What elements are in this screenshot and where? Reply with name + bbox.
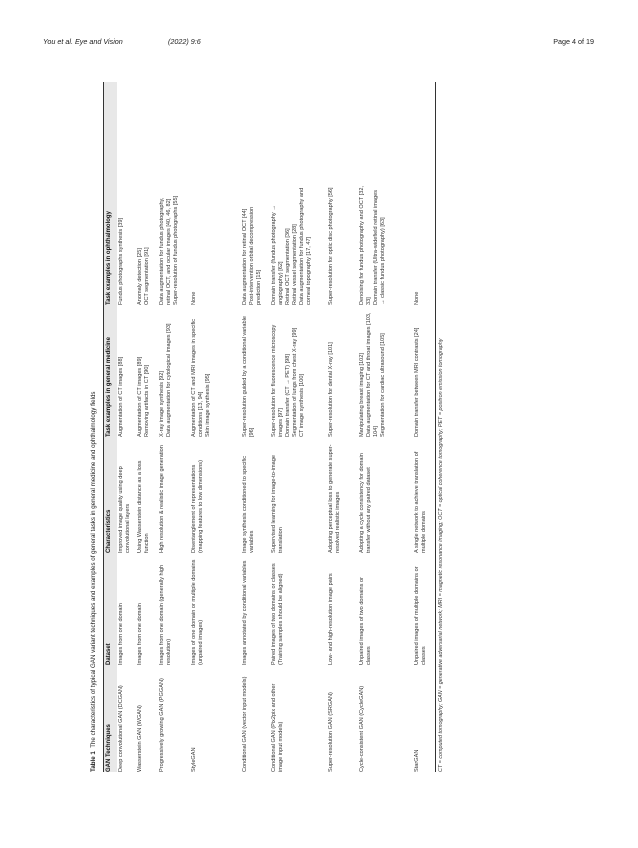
cell-line: Domain transfer (CT → PET) [98] — [285, 354, 291, 437]
table-cell-technique — [328, 668, 335, 772]
cell-line: Data augmentation for fundus photography, retinal OCT, and ocular images [40, 46, 82] — [159, 197, 172, 305]
cell-line: Retinal OCT segmentation [36] — [285, 228, 291, 305]
cell-line: Super-resolution for fluorescence microscopy images [97] — [271, 324, 284, 437]
table-cell-ophthalmology — [359, 185, 387, 305]
cell-line: High resolution & realistic image generation — [159, 445, 165, 553]
table-cell-dataset — [271, 557, 285, 665]
table-cell-characteristics — [242, 441, 256, 553]
cell-line: Fundus photographs synthesis [39] — [118, 217, 124, 305]
cell-line: Super-resolution guided by a conditional variable [96] — [242, 316, 255, 437]
table-cell-dataset — [328, 557, 335, 665]
table-cell-characteristics — [191, 441, 205, 553]
cell-line: Images from one domain (generally high resolution) — [159, 564, 172, 665]
cell-line: Adopting a cycle consistency for domain transfer without any paired dataset — [359, 453, 372, 553]
cell-line: Super-resolution for optic disc photography [56] — [328, 187, 334, 305]
cell-line: Images of one domain or multiple domains (unpaired images) — [191, 559, 204, 665]
cell-line: Domain transfer (fundus photography → angiography) [62] — [271, 205, 284, 305]
cell-line: Denoising for fundus photography and OCT [32, 33] — [359, 186, 372, 305]
table-cell-general — [191, 309, 212, 437]
cell-line: Domain transfer between MRI contrasts [24] — [414, 327, 420, 437]
table-cell-ophthalmology — [242, 185, 263, 305]
table-cell-dataset — [118, 557, 125, 665]
cell-line: Wasserstein GAN (WGAN) — [137, 705, 143, 772]
cell-line: OCT segmentation [91] — [144, 247, 150, 305]
cell-line: StarGAN — [414, 749, 420, 772]
cell-line: Skin image synthesis [95] — [205, 373, 211, 437]
table-cell-ophthalmology — [159, 185, 180, 305]
table-cell-dataset — [242, 557, 249, 665]
cell-line: Improved image quality using deep convolutional layers — [118, 466, 131, 553]
table-cell-general — [118, 309, 125, 437]
cell-line: Low- and high-resolution image pairs — [328, 573, 334, 665]
table-cell-technique — [242, 668, 249, 772]
cell-line: Data augmentation for cytological images [93] — [166, 323, 172, 437]
journal-name: You et al. Eye and Vision — [43, 37, 123, 46]
column-header: GAN Techniques — [106, 724, 112, 772]
running-head — [0, 37, 638, 51]
table-cell-ophthalmology — [118, 185, 125, 305]
table-cell-ophthalmology — [414, 185, 421, 305]
table-caption-text: The characteristics of typical GAN variant techniques and examples of general tasks in general medicine and ophthalmology fields — [90, 391, 97, 748]
column-header: Characteristics — [106, 509, 112, 553]
cell-line: Disentanglement of representations (mapping features to low dimensions) — [191, 460, 204, 553]
cell-line: Supervised learning for image-to-image translation — [271, 455, 284, 553]
cell-line: Domain transfer (Ultra-widefield retinal images → classic fundus photography) [63] — [373, 189, 386, 305]
cell-line: Super-resolution GAN (SRGAN) — [328, 692, 334, 772]
table-cell-technique — [359, 668, 366, 772]
cell-line: Using Wasserstein distance as a loss function — [137, 460, 150, 553]
rotated-table — [88, 82, 538, 772]
cell-line: Paired images of two domains or classes (Training samples should be aligned) — [271, 563, 284, 665]
table-cell-technique — [414, 668, 421, 772]
column-header: Dataset — [106, 643, 112, 665]
table-cell-characteristics — [137, 441, 151, 553]
table-cell-technique — [271, 668, 285, 772]
table-cell-technique — [191, 668, 198, 772]
cell-line: StyleGAN — [191, 747, 197, 772]
table-cell-technique — [159, 668, 166, 772]
cell-line: Unpaired images of multiple domains or classes — [414, 566, 427, 665]
cell-line: Images from one domain — [118, 603, 124, 665]
cell-line: Augmentation of CT and MRI images in specific conditions [13, 94] — [191, 318, 204, 437]
cell-line: CT image synthesis [100] — [299, 373, 305, 437]
cell-line: Images annotated by conditional variables — [242, 560, 248, 665]
cell-line: Image synthesis conditioned to specific variables — [242, 455, 255, 553]
cell-line: Cycle-consistent GAN (CycleGAN) — [359, 685, 365, 772]
cell-line: Augmentation of CT images [89] — [137, 356, 143, 437]
cell-line: Super-resolution of fundus photographs [55] — [173, 195, 179, 305]
column-header: Task examples in ophthalmology — [106, 211, 112, 305]
cell-line: Manipulating breast imaging [102] — [359, 353, 365, 437]
table-cell-dataset — [359, 557, 373, 665]
table-cell-dataset — [159, 557, 173, 665]
table-cell-technique — [118, 668, 125, 772]
cell-line: Anomaly detection [25] — [137, 248, 143, 305]
cell-line: Retinal vessel segmentation [28] — [292, 224, 298, 305]
table-cell-ophthalmology — [271, 185, 313, 305]
table-footnote: CT = computed tomography; GAN = generative adversarial network; MRI = magnetic resonance imaging; OCT = optical coherence tomography; PET = positron emission tomography — [438, 338, 444, 772]
table-cell-general — [359, 309, 387, 437]
table-cell-characteristics — [159, 441, 166, 553]
cell-line: None — [191, 291, 197, 305]
table-cell-characteristics — [414, 441, 428, 553]
table-cell-general — [328, 309, 335, 437]
cell-line: Segmentation for cardiac ultrasound [105] — [380, 333, 386, 437]
cell-line: Segmentation of lungs from chest X-ray [99] — [292, 327, 298, 437]
cell-line: Progressively growing GAN (PGGAN) — [159, 678, 165, 772]
table-cell-ophthalmology — [137, 185, 151, 305]
table-cell-general — [242, 309, 256, 437]
table-cell-general — [271, 309, 306, 437]
cell-line: Data augmentation for fundus photography and corneal topography [17, 47] — [299, 187, 312, 305]
cell-line: Data augmentation for retinal OCT [44] — [242, 208, 248, 305]
cell-line: None — [414, 291, 420, 305]
cell-line: X-ray image synthesis [92] — [159, 371, 165, 437]
table-cell-technique — [137, 668, 144, 772]
table-cell-characteristics — [118, 441, 132, 553]
table-cell-characteristics — [328, 441, 342, 553]
cell-line: Conditional GAN (vector input models) — [242, 676, 248, 772]
page-number: Page 4 of 19 — [553, 37, 594, 46]
table-cell-general — [137, 309, 151, 437]
table-cell-dataset — [191, 557, 205, 665]
table-cell-dataset — [414, 557, 428, 665]
table-cell-characteristics — [359, 441, 373, 553]
table-cell-ophthalmology — [328, 185, 335, 305]
table-bottom-rule — [435, 82, 436, 772]
cell-line: Removing artifacts in CT [90] — [144, 364, 150, 437]
year-volume: (2022) 9:6 — [168, 37, 201, 46]
cell-line: Images from one domain — [137, 603, 143, 665]
table-cell-general — [414, 309, 421, 437]
table-cell-ophthalmology — [191, 185, 198, 305]
column-header: Task examples in general medicine — [106, 337, 112, 437]
cell-line: Data augmentation for CT and throat images [103, 104] — [366, 312, 379, 437]
cell-line: Post-intervention orbital decompression prediction [15] — [249, 206, 262, 305]
cell-line: Unpaired images of two domains or classes — [359, 577, 372, 665]
table-cell-general — [159, 309, 173, 437]
table-caption — [88, 82, 100, 772]
table-cell-dataset — [137, 557, 144, 665]
cell-line: A single network to achieve translation of multiple domains — [414, 451, 427, 553]
cell-line: Deep convolutional GAN (DCGAN) — [118, 685, 124, 772]
table-cell-characteristics — [271, 441, 285, 553]
cell-line: Adopting perceptual loss to generate super-resolved realistic images — [328, 444, 341, 553]
cell-line: Conditional GAN (Pix2pix and other image input models) — [271, 683, 284, 772]
cell-line: Super-resolution for dental X-ray [101] — [328, 342, 334, 437]
table-label: Table 1 — [90, 751, 97, 772]
cell-line: Augmentation of CT images [88] — [118, 356, 124, 437]
